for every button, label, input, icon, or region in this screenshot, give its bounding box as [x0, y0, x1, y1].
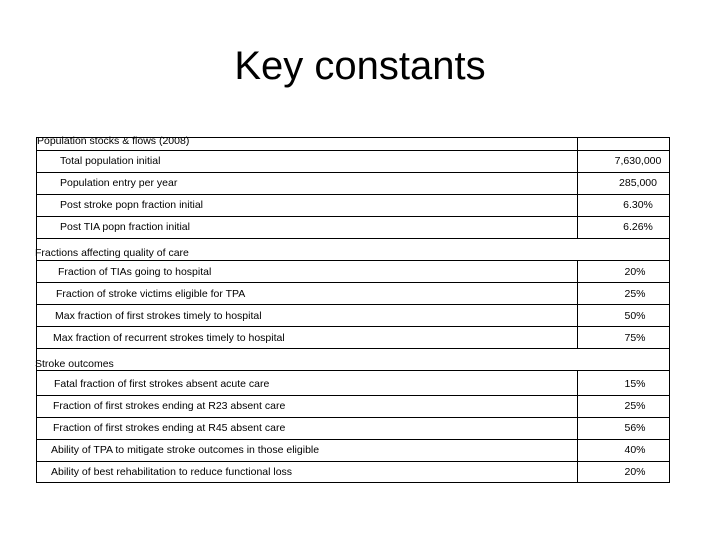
row-divider — [37, 439, 669, 440]
constant-value: 25% — [624, 400, 646, 412]
constant-label: Ability of best rehabilitation to reduce functional loss — [51, 466, 293, 478]
row-divider — [37, 395, 669, 396]
column-divider — [577, 370, 578, 483]
constant-label: Population entry per year — [60, 177, 178, 189]
column-divider — [577, 138, 578, 238]
row-divider — [37, 326, 669, 327]
constant-value: 75% — [624, 332, 646, 344]
row-divider — [37, 348, 669, 349]
constant-value: 50% — [624, 310, 646, 322]
constant-label: Fraction of stroke victims eligible for TPA — [56, 288, 246, 300]
constant-value: 25% — [624, 288, 646, 300]
page-title: Key constants — [234, 44, 486, 88]
constant-value: 6.30% — [623, 199, 653, 211]
constant-label: Fraction of first strokes ending at R45 absent care — [53, 422, 286, 434]
constant-value: 20% — [624, 466, 646, 478]
constant-label: Post TIA popn fraction initial — [60, 221, 190, 233]
constant-label: Total population initial — [60, 155, 161, 167]
row-divider — [37, 304, 669, 305]
row-divider — [37, 260, 669, 261]
constant-label: Fraction of TIAs going to hospital — [58, 266, 212, 278]
constant-label: Max fraction of recurrent strokes timely to hospital — [53, 332, 285, 344]
constant-value: 6.26% — [623, 221, 653, 233]
constant-value: 285,000 — [619, 177, 657, 189]
constant-value: 56% — [624, 422, 646, 434]
row-divider — [37, 417, 669, 418]
row-divider — [37, 194, 669, 195]
constant-label: Post stroke popn fraction initial — [60, 199, 203, 211]
row-divider — [37, 461, 669, 462]
constant-label: Fraction of first strokes ending at R23 absent care — [53, 400, 286, 412]
constant-value: 20% — [624, 266, 646, 278]
constant-value: 40% — [624, 444, 646, 456]
row-divider — [37, 238, 669, 239]
row-divider — [37, 150, 669, 151]
constant-value: 15% — [624, 378, 646, 390]
constants-table — [36, 137, 670, 483]
constant-label: Max fraction of first strokes timely to hospital — [55, 310, 262, 322]
section-heading: Fractions affecting quality of care — [35, 247, 189, 259]
row-divider — [37, 370, 669, 371]
row-divider — [37, 216, 669, 217]
row-divider — [37, 172, 669, 173]
section-heading: Population stocks & flows (2008) — [37, 135, 190, 147]
row-divider — [37, 282, 669, 283]
constant-label: Fatal fraction of first strokes absent acute care — [54, 378, 270, 390]
section-heading: Stroke outcomes — [35, 358, 114, 370]
constant-label: Ability of TPA to mitigate stroke outcomes in those eligible — [51, 444, 320, 456]
constant-value: 7,630,000 — [614, 155, 662, 167]
